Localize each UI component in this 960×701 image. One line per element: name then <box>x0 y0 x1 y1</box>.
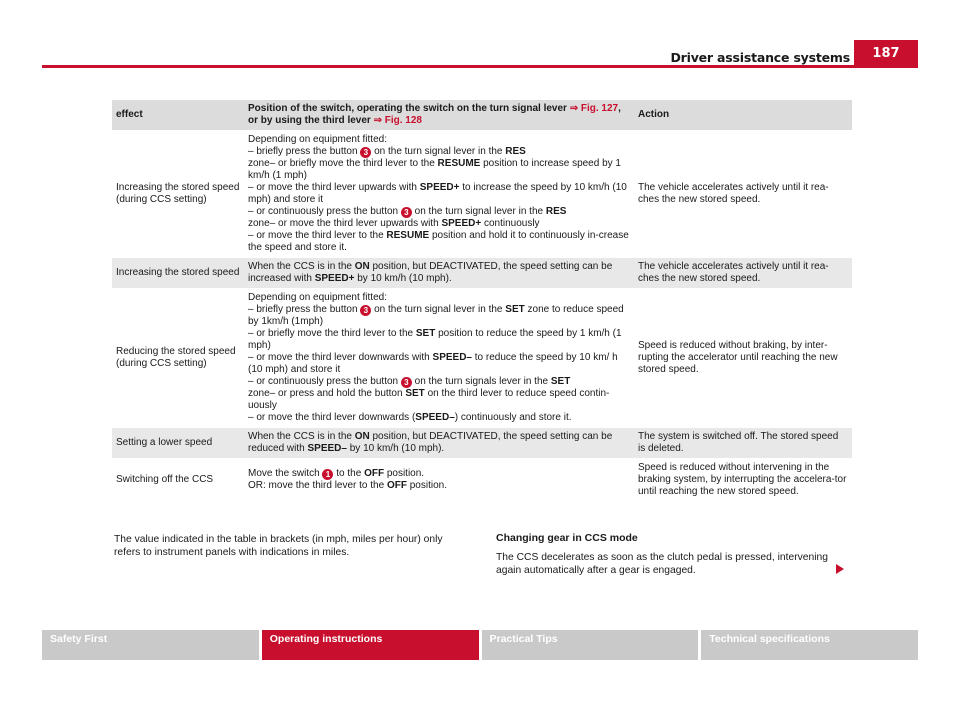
effect-cell: Increasing the stored speed (during CCS setting) <box>112 131 244 258</box>
gear-change-paragraph: The CCS decelerates as soon as the clutch pedal is pressed, intervening again automatically after a gear is engaged. <box>496 552 828 576</box>
table-row <box>112 428 852 459</box>
footer-tab-safety-first[interactable]: Safety First <box>42 630 259 660</box>
effect-cell: Setting a lower speed <box>112 428 244 459</box>
action-cell: The vehicle accelerates actively until it rea-ches the new stored speed. <box>634 258 852 289</box>
table-row <box>112 459 852 502</box>
table-row <box>112 289 852 428</box>
effect-cell: Reducing the stored speed (during CCS setting) <box>112 289 244 428</box>
effect-cell: Switching off the CCS <box>112 459 244 502</box>
header-position: Position of the switch, operating the switch on the turn signal lever ⇒ Fig. 127, or by using the third lever ⇒ Fig. 128 <box>244 100 634 131</box>
button-3-marker: 3 <box>360 305 371 316</box>
action-cell: Speed is reduced without braking, by inter-rupting the accelerator until reaching the new stored speed. <box>634 289 852 428</box>
position-cell: Depending on equipment fitted: – briefly press the button 3 on the turn signal lever in the SET zone to reduce speed by 1km/h (1mph) – or briefly move the third lever to the SET position to reduce the speed by 1 km/h (1 mph) – or move the third lever downwards with SPEED– to reduce the speed by 10 km/ h (10 mph) and store it – or continuously press the button 3 on the turn signals lever in the SET zone– or press and hold the button SET on the third lever to reduce speed contin-uously – or move the third lever downwards (SPEED–) continuously and store it. <box>244 289 634 428</box>
footer-nav <box>42 630 918 660</box>
position-cell: Depending on equipment fitted: – briefly press the button 3 on the turn signal lever in the RES zone– or briefly move the third lever to the RESUME position to increase speed by 1 km/h (1 mph) – or move the third lever upwards with SPEED+ to increase the speed by 10 km/h (10 mph) and store it – or continuously press the button 3 on the turn signal lever in the RES zone– or move the third lever upwards with SPEED+ continuously – or move the third lever to the RESUME position and hold it to continuously in-crease the speed and store it. <box>244 131 634 258</box>
page-header <box>42 44 918 68</box>
miles-note: The value indicated in the table in brackets (in mph, miles per hour) only refers to instrument panels with indications in miles. <box>114 534 443 558</box>
fig-127-link[interactable]: ⇒ Fig. 127 <box>569 103 619 114</box>
fig-128-link[interactable]: ⇒ Fig. 128 <box>373 115 422 126</box>
section-subheading: Changing gear in CCS mode <box>496 532 638 544</box>
chapter-title: Driver assistance systems <box>670 50 850 65</box>
button-3-marker: 3 <box>360 147 371 158</box>
position-cell: Move the switch 1 to the OFF position. OR: move the third lever to the OFF position. <box>244 459 634 502</box>
button-1-marker: 1 <box>322 469 333 480</box>
footer-tab-operating-instructions[interactable]: Operating instructions <box>262 630 479 660</box>
effect-cell: Increasing the stored speed <box>112 258 244 289</box>
button-3-marker: 3 <box>401 377 412 388</box>
table-header-row <box>112 100 852 131</box>
continue-arrow-icon <box>836 564 844 574</box>
table-row <box>112 131 852 258</box>
header-effect: effect <box>112 100 244 131</box>
page-number: 187 <box>854 40 918 65</box>
table-row <box>112 258 852 289</box>
footer-tab-technical-specifications[interactable]: Technical specifications <box>701 630 918 660</box>
position-cell: When the CCS is in the ON position, but DEACTIVATED, the speed setting can be increased with SPEED+ by 10 km/h (10 mph). <box>244 258 634 289</box>
action-cell: The system is switched off. The stored speed is deleted. <box>634 428 852 459</box>
action-cell: The vehicle accelerates actively until it rea-ches the new stored speed. <box>634 131 852 258</box>
button-3-marker: 3 <box>401 207 412 218</box>
position-cell: When the CCS is in the ON position, but DEACTIVATED, the speed setting can be reduced with SPEED– by 10 km/h (10 mph). <box>244 428 634 459</box>
ccs-functions-table <box>112 100 852 502</box>
header-action: Action <box>634 100 852 131</box>
footer-tab-practical-tips[interactable]: Practical Tips <box>482 630 699 660</box>
action-cell: Speed is reduced without intervening in the braking system, by interrupting the accelera-tor until reaching the new stored speed. <box>634 459 852 502</box>
